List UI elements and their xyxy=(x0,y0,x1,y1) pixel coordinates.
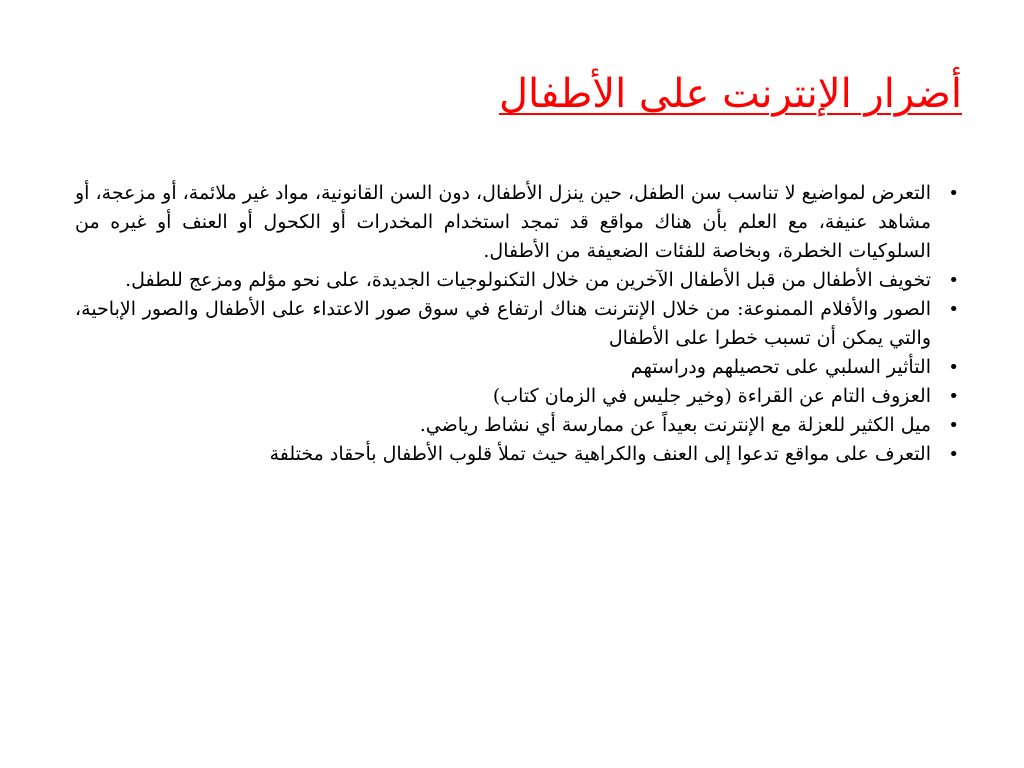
bullet-item: • التعرف على مواقع تدعوا إلى العنف والكراهية حيث تملأ قلوب الأطفال بأحقاد مختلفة xyxy=(75,440,931,469)
slide-title: أضرار الإنترنت على الأطفال xyxy=(498,71,962,117)
bullet-item: • العزوف التام عن القراءة (وخير جليس في الزمان كتاب) xyxy=(75,382,931,411)
bullet-item: • التأثير السلبي على تحصيلهم ودراستهم xyxy=(75,353,931,382)
bullet-item: • تخويف الأطفال من قبل الأطفال الآخرين من خلال التكنولوجيات الجديدة، على نحو مؤلم ومزعج للطفل. xyxy=(75,266,931,295)
bullet-list xyxy=(75,179,965,469)
bullet-item: • ميل الكثير للعزلة مع الإنترنت بعيداً عن ممارسة أي نشاط رياضي. xyxy=(75,411,931,440)
bullet-item: • الصور والأفلام الممنوعة: من خلال الإنترنت هناك ارتفاع في سوق صور الاعتداء على الأطفال والصور الإباحية، والتي يمكن أن تسبب خطرا على الأطفال xyxy=(75,295,931,353)
bullet-item: • التعرض لمواضيع لا تناسب سن الطفل، حين ينزل الأطفال، دون السن القانونية، مواد غير ملائمة، أو مزعجة، أو مشاهد عنيفة، مع العلم بأن هناك مواقع قد تمجد استخدام المخدرات أو الكحول أو العنف أو غيره من السلوكيات الخطرة، وبخاصة للفئات الضعيفة من الأطفال. xyxy=(75,179,931,266)
